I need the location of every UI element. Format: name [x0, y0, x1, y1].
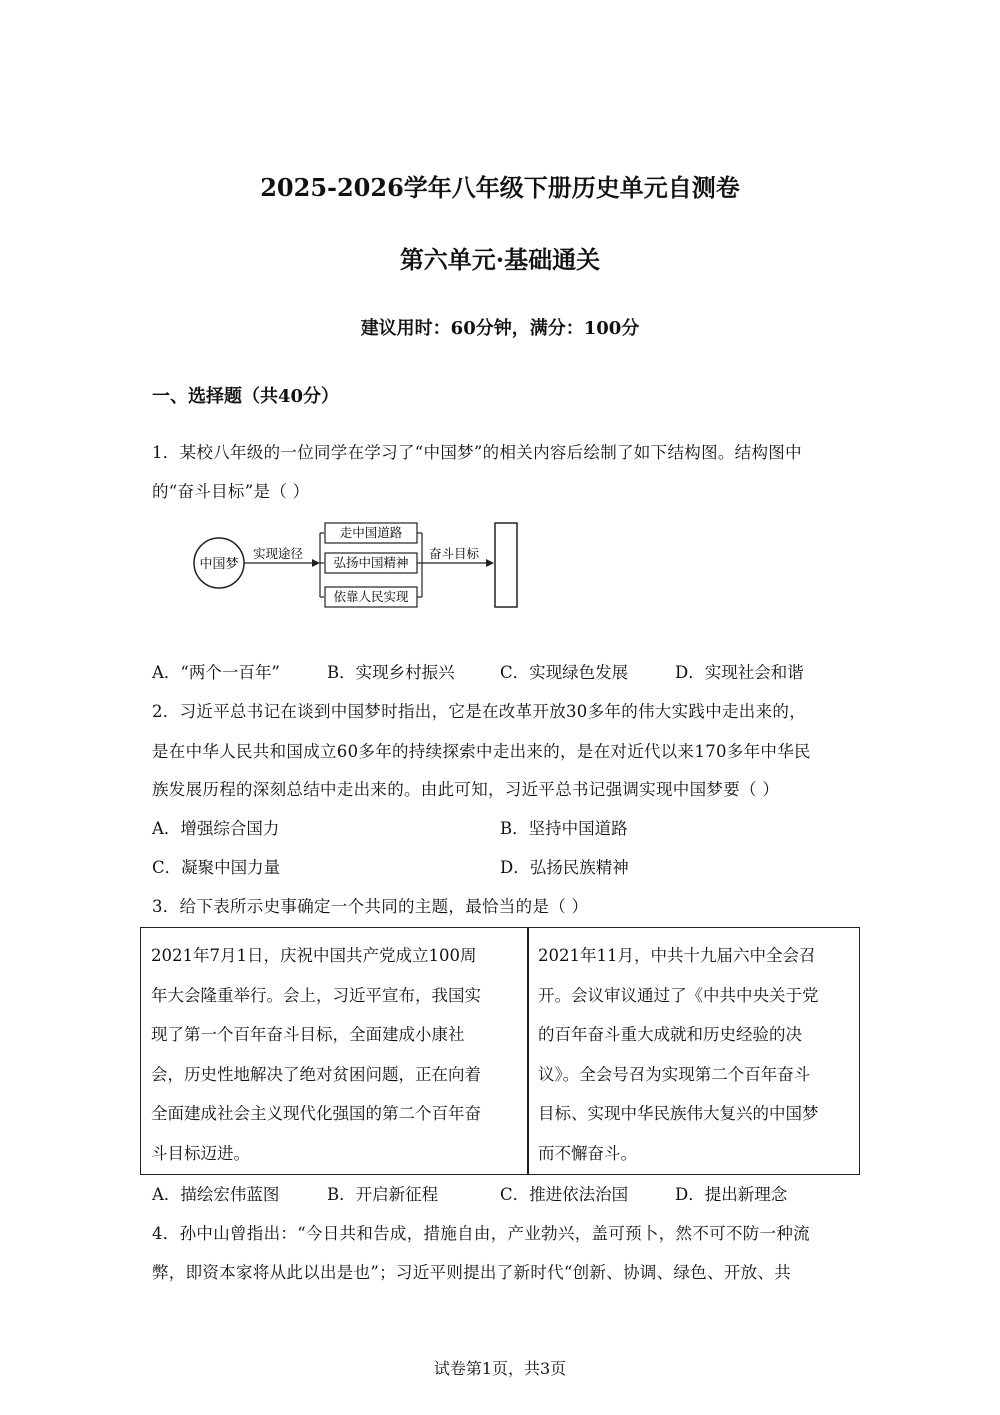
- table-cell-line: 而不懈奋斗。: [538, 1143, 637, 1163]
- q1-stem-line: 1．某校八年级的一位同学在学习了“中国梦”的相关内容后绘制了如下结构图。结构图中: [152, 443, 802, 462]
- diagram-box-label: 弘扬中国精神: [333, 555, 409, 570]
- exam-title: 2025-2026学年八年级下册历史单元自测卷: [260, 173, 740, 202]
- q2-option-d[interactable]: D．弘扬民族精神: [500, 858, 629, 877]
- table-cell-line: 目标、实现中华民族伟大复兴的中国梦: [538, 1104, 819, 1123]
- q2-stem-line: 是在中华人民共和国成立60多年的持续探索中走出来的，是在对近代以来170多年中华民: [152, 742, 811, 761]
- table-cell-line: 全面建成社会主义现代化强国的第二个百年奋: [151, 1104, 481, 1123]
- q1-stem-line: 的“奋斗目标”是（ ）: [152, 482, 310, 501]
- q3-option-d[interactable]: D．提出新理念: [675, 1185, 788, 1204]
- table-cell-left: [151, 936, 481, 1173]
- table-divider: [527, 928, 529, 1174]
- q3-option-a[interactable]: A．描绘宏伟蓝图: [152, 1185, 280, 1204]
- q3-option-b[interactable]: B．开启新征程: [327, 1185, 439, 1204]
- q2-option-b[interactable]: B．坚持中国道路: [500, 819, 628, 838]
- table-cell-line: 斗目标迈进。: [151, 1143, 250, 1163]
- q2-stem-line: 2．习近平总书记在谈到中国梦时指出，它是在改革开放30多年的伟大实践中走出来的，: [152, 702, 806, 721]
- diagram-goal-label: 奋斗目标: [428, 546, 480, 561]
- diagram-path-label: 实现途径: [252, 546, 304, 561]
- q1-structure-diagram: [180, 515, 530, 615]
- section-heading-choice: 一、选择题（共40分）: [152, 386, 340, 407]
- q4-stem-line: 弊，即资本家将从此以出是也”；习近平则提出了新时代“创新、协调、绿色、开放、共: [152, 1263, 792, 1282]
- q1-option-c[interactable]: C．实现绿色发展: [500, 663, 629, 682]
- table-cell-line: 现了第一个百年奋斗目标，全面建成小康社: [151, 1025, 465, 1044]
- table-cell-right: [538, 936, 819, 1173]
- diagram-box-label: 依靠人民实现: [333, 589, 409, 604]
- q4-stem-line: 4．孙中山曾指出：“今日共和告成，措施自由，产业勃兴，盖可预卜，然不可不防一种流: [152, 1224, 810, 1243]
- diagram-box-label: 走中国道路: [339, 525, 403, 540]
- q1-option-a[interactable]: A．“两个一百年”: [152, 663, 280, 682]
- table-cell-line: 开。会议审议通过了《中共中央关于党: [538, 985, 819, 1005]
- unit-subtitle: 第六单元·基础通关: [399, 245, 601, 274]
- q1-option-b[interactable]: B．实现乡村振兴: [327, 663, 455, 682]
- time-info: 建议用时：60分钟，满分：100分: [360, 318, 640, 339]
- q2-stem-line: 族发展历程的深刻总结中走出来的。由此可知，习近平总书记强调实现中国梦要（ ）: [152, 780, 780, 799]
- q3-option-c[interactable]: C．推进依法治国: [500, 1185, 629, 1204]
- q3-source-table: [140, 927, 860, 1175]
- table-cell-line: 会，历史性地解决了绝对贫困问题，正在向着: [151, 1064, 481, 1084]
- page-footer: 试卷第1页，共3页: [433, 1359, 567, 1378]
- diagram-circle-label: 中国梦: [199, 557, 239, 572]
- table-cell-line: 2021年7月1日，庆祝中国共产党成立100周: [151, 946, 477, 965]
- table-cell-line: 的百年奋斗重大成就和历史经验的决: [538, 1025, 802, 1044]
- table-cell-line: 议》。全会号召为实现第二个百年奋斗: [538, 1064, 811, 1084]
- q2-option-a[interactable]: A．增强综合国力: [152, 819, 280, 838]
- q1-option-d[interactable]: D．实现社会和谐: [675, 663, 804, 682]
- q3-stem-line: 3．给下表所示史事确定一个共同的主题，最恰当的是（ ）: [152, 897, 589, 916]
- q2-option-c[interactable]: C．凝聚中国力量: [152, 858, 281, 877]
- table-cell-line: 2021年11月，中共十九届六中全会召: [538, 946, 816, 965]
- table-cell-line: 年大会隆重举行。会上，习近平宣布，我国实: [151, 985, 481, 1005]
